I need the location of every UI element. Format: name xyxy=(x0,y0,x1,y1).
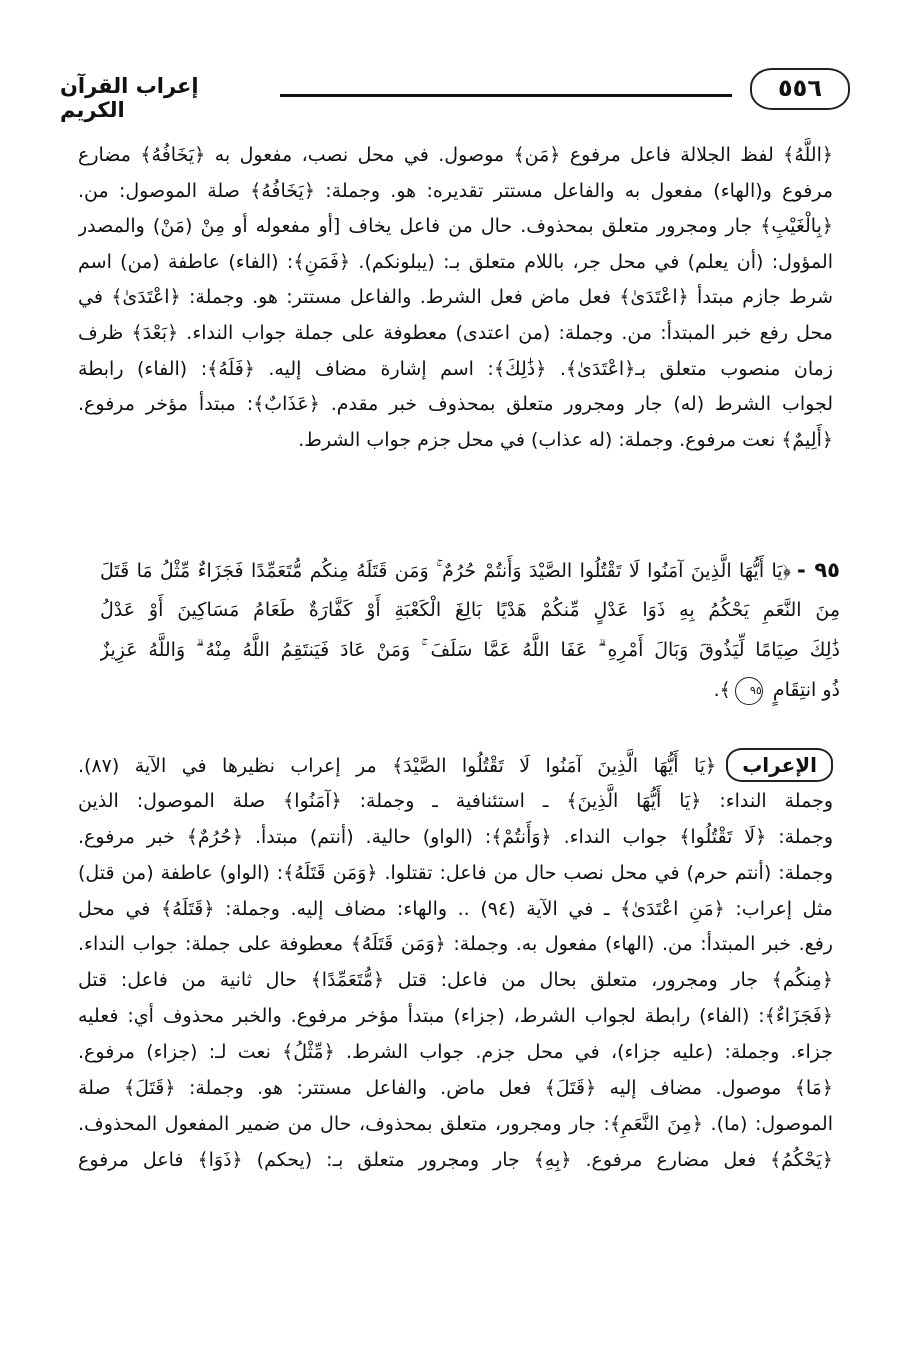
text-line: شرط جازم مبتدأ ﴿اعْتَدَىٰ﴾ فعل ماض فعل الشرط. والفاعل مستتر: هو. وجملة: ﴿اعْتَدَىٰ﴾ في xyxy=(78,286,833,309)
verse-line: مِنَ النَّعَمِ يَحْكُمُ بِهِ ذَوَا عَدْلٍ مِّنكُمْ هَدْيًا بَالِغَ الْكَعْبَةِ أَوْ كَفَّارَةٌ طَعَامُ مَسَاكِينَ أَوْ عَدْلُ xyxy=(100,599,840,621)
text-line: ﴿اللَّهُ﴾ لفظ الجلالة فاعل مرفوع ﴿مَن﴾ موصول. في محل نصب، مفعول به ﴿يَخَافُهُ﴾ مضارع xyxy=(78,144,833,166)
text-line: ﴿مِنكُم﴾ جار ومجرور، متعلق بحال من فاعل: قتل ﴿مُّتَعَمِّدًا﴾ حال ثانية من فاعل: قتل xyxy=(78,969,833,992)
text-line: مرفوع و(الهاء) مفعول به والفاعل مستتر تقديره: هو. وجملة: ﴿يَخَافُهُ﴾ صلة الموصول: من. xyxy=(78,179,833,202)
irab-paragraph-94 xyxy=(78,138,833,458)
ayah-end-marker: ٩٥ xyxy=(735,677,763,705)
verse-line xyxy=(100,550,840,590)
header-rule xyxy=(280,94,732,97)
verse-text: ﴿يَا أَيُّهَا الَّذِينَ آمَنُوا لَا تَقْتُلُوا الصَّيْدَ وَأَنتُمْ حُرُمٌ ۚ وَمَن قَتَلَهُ مِنكُم مُّتَعَمِّدًا فَجَزَاءٌ مِّثْلُ مَا قَتَلَ xyxy=(100,560,791,582)
text-line: ﴿يَحْكُمُ﴾ فعل مضارع مرفوع. ﴿بِهِ﴾ جار ومجرور متعلق بـ: (يحكم) ﴿ذَوَا﴾ فاعل مرفوع xyxy=(78,1148,833,1171)
text-line: ﴿بِالْغَيْبِ﴾ جار ومجرور متعلق بمحذوف. حال من فاعل يخاف [أو مفعوله أو مِنْ (مَنْ) والمصدر xyxy=(78,215,833,238)
text-line xyxy=(78,748,833,784)
text-line: ﴿فَجَزَاءٌ﴾: (الفاء) رابطة لجواب الشرط، (جزاء) مبتدأ مؤخر مرفوع. والخبر محذوف أي: فعليه xyxy=(78,1005,833,1028)
text-line: وجملة النداء: ﴿يَا أَيُّهَا الَّذِينَ﴾ ـ استئنافية ـ وجملة: ﴿آمَنُوا﴾ صلة الموصول: الذين xyxy=(78,789,833,812)
book-title: إعراب القرآن الكريم xyxy=(60,74,199,122)
text-line: وجملة: ﴿لَا تَقْتُلُوا﴾ جواب النداء. ﴿وَأَنتُمْ﴾: (الواو) حالية. (أنتم) مبتدأ. ﴿حُرُمٌ﴾ خبر مرفوع. xyxy=(78,825,833,848)
text-line: ﴿مَا﴾ موصول. مضاف إليه ﴿قَتَلَ﴾ فعل ماض. والفاعل مستتر: هو. وجملة: ﴿قَتَلَ﴾ صلة xyxy=(78,1077,833,1100)
verse-text: ذُو انتِقَامٍ xyxy=(772,679,840,701)
page-header xyxy=(60,68,850,122)
page-number: ٥٥٦ xyxy=(750,68,850,110)
verse-number: ٩٥ - xyxy=(796,558,840,582)
irab-text: ﴿يَا أَيُّهَا الَّذِينَ آمَنُوا لَا تَقْتُلُوا الصَّيْدَ﴾ مر إعراب نظيرها في الآية (٨٧). xyxy=(78,755,717,777)
irab-section-95 xyxy=(78,748,833,1179)
verse-line xyxy=(100,670,840,710)
text-line: وجملة: (أنتم حرم) في محل نصب حال من فاعل: تقتلوا. ﴿وَمَن قَتَلَهُ﴾: (الواو) عاطفة (من قتل) xyxy=(78,861,833,884)
text-line: ﴿أَلِيمٌ﴾ نعت مرفوع. وجملة: (له عذاب) في محل جزم جواب الشرط. xyxy=(298,428,833,451)
text-line: المؤول: (أن يعلم) في محل جر، باللام متعلق بـ: (يبلونكم). ﴿فَمَنِ﴾: (الفاء) عاطفة (من) اسم xyxy=(78,250,833,273)
text-line: مثل إعراب: ﴿مَنِ اعْتَدَىٰ﴾ ـ في الآية (٩٤) .. والهاء: مضاف إليه. وجملة: ﴿قَتَلَهُ﴾ في محل xyxy=(78,897,833,920)
text-line: جزاء. وجملة: (عليه جزاء)، في محل جزم. جواب الشرط. ﴿مِّثْلُ﴾ نعت لـ: (جزاء) مرفوع. xyxy=(78,1041,833,1064)
text-line: زمان منصوب متعلق بـ﴿اعْتَدَىٰ﴾. ﴿ذَٰلِكَ﴾: اسم إشارة مضاف إليه. ﴿فَلَهُ﴾: (الفاء) رابطة xyxy=(78,357,833,380)
quran-verse-95 xyxy=(100,550,840,710)
irab-label-badge: الإعراب xyxy=(726,748,833,782)
text-line: رفع. خبر المبتدأ: من. (الهاء) مفعول به. وجملة: ﴿وَمَن قَتَلَهُ﴾ معطوفة على جملة: جواب النداء. xyxy=(78,933,833,956)
text-line: محل رفع خبر المبتدأ: من. وجملة: (من اعتدى) معطوفة على جملة جواب النداء. ﴿بَعْدَ﴾ ظرف xyxy=(78,321,833,344)
text-line: لجواب الشرط (له) جار ومجرور متعلق بمحذوف خبر مقدم. ﴿عَذَابٌ﴾: مبتدأ مؤخر مرفوع. xyxy=(78,393,833,416)
verse-closing: ﴾. xyxy=(713,679,731,701)
verse-line: ذَٰلِكَ صِيَامًا لِّيَذُوقَ وَبَالَ أَمْرِهِ ۗ عَفَا اللَّهُ عَمَّا سَلَفَ ۚ وَمَنْ عَادَ فَيَنتَقِمُ اللَّهُ مِنْهُ ۗ وَاللَّهُ عَزِيزٌ xyxy=(100,639,840,661)
text-line: الموصول: (ما). ﴿مِنَ النَّعَمِ﴾: جار ومجرور، متعلق بمحذوف، حال من ضمير المفعول المحذوف. xyxy=(78,1112,833,1135)
